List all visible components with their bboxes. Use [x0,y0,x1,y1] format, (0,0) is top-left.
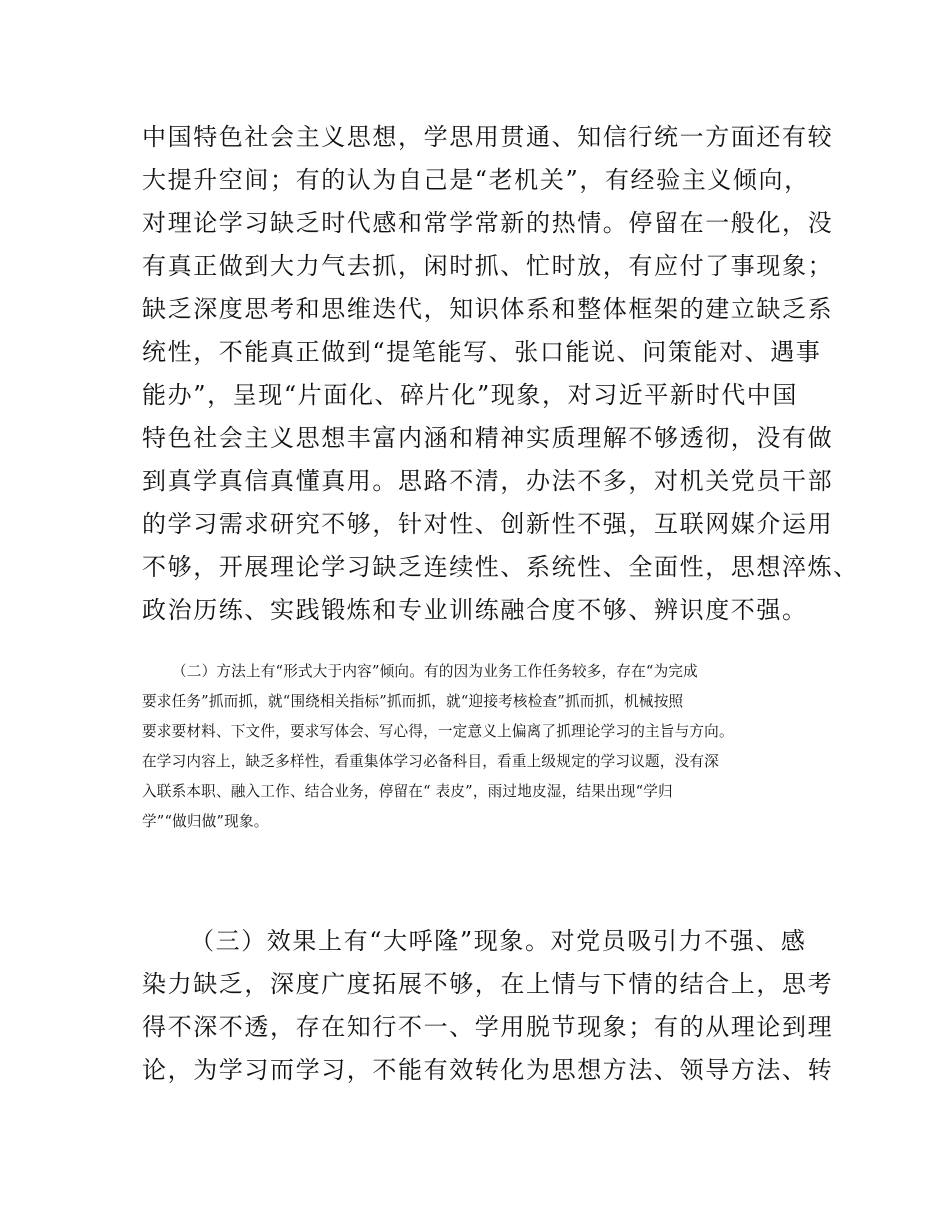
paragraph-1-line: 特色社会主义思想丰富内涵和精神实质理解不够透彻，没有做 [142,424,834,452]
paragraph-3-line: 论，为学习而学习，不能有效转化为思想方法、领导方法、转 [142,1056,834,1084]
paragraph-2-line: 入联系本职、融入工作、结合业务，停留在“ 表皮”，雨过地皮湿，结果出现“学归 [142,783,673,800]
paragraph-1-line: 缺乏深度思考和思维迭代，知识体系和整体框架的建立缺乏系 [142,295,834,323]
paragraph-1-line: 能办”，呈现“片面化、碎片化”现象，对习近平新时代中国 [142,381,799,409]
paragraph-1-line: 中国特色社会主义思想，学思用贯通、知信行统一方面还有较 [142,123,834,151]
paragraph-1 [142,116,859,632]
paragraph-2-line: 要求要材料、下文件，要求写体会、写心得，一定意义上偏离了抓理论学习的主旨与方向。 [142,723,734,740]
paragraph-3-line: 得不深不透，存在知行不一、学用脱节现象；有的从理论到理 [142,1013,834,1041]
paragraph-2-heading-line: （二）方法上有“形式大于内容”倾向。有的因为业务工作任务较多，存在“为完成 [172,663,698,680]
paragraph-1-line: 对理论学习缺乏时代感和常学常新的热情。停留在一般化，没 [142,209,834,237]
paragraph-3 [142,920,834,1092]
paragraph-1-line: 大提升空间；有的认为自己是“老机关”，有经验主义倾向， [142,166,810,194]
paragraph-1-line: 的学习需求研究不够，针对性、创新性不强，互联网媒介运用 [142,510,834,538]
paragraph-2 [142,657,812,837]
paragraph-1-line: 到真学真信真懂真用。思路不清，办法不多，对机关党员干部 [142,467,834,495]
paragraph-1-line: 统性，不能真正做到“提笔能写、张口能说、问策能对、遇事 [142,338,822,366]
paragraph-1-line: 不够，开展理论学习缺乏连续性、系统性、全面性，思想淬炼、 [142,553,859,581]
paragraph-2-line: 要求任务”抓而抓，就“围绕相关指标”抓而抓，就“迎接考核检查”抓而抓，机械按照 [142,693,684,710]
paragraph-1-line: 政治历练、实践锻炼和专业训练融合度不够、辨识度不强。 [142,596,808,624]
paragraph-2-line: 在学习内容上，缺乏多样性，看重集体学习必备科目，看重上级规定的学习议题，没有深 [142,753,719,770]
paragraph-1-line: 有真正做到大力气去抓，闲时抓、忙时放，有应付了事现象； [142,252,834,280]
paragraph-3-line: 染力缺乏，深度广度拓展不够，在上情与下情的结合上，思考 [142,970,834,998]
paragraph-2-line: 学”“做归做”现象。 [142,813,269,830]
paragraph-3-heading-line: （三）效果上有“大呼隆”现象。对党员吸引力不强、感 [190,927,807,955]
